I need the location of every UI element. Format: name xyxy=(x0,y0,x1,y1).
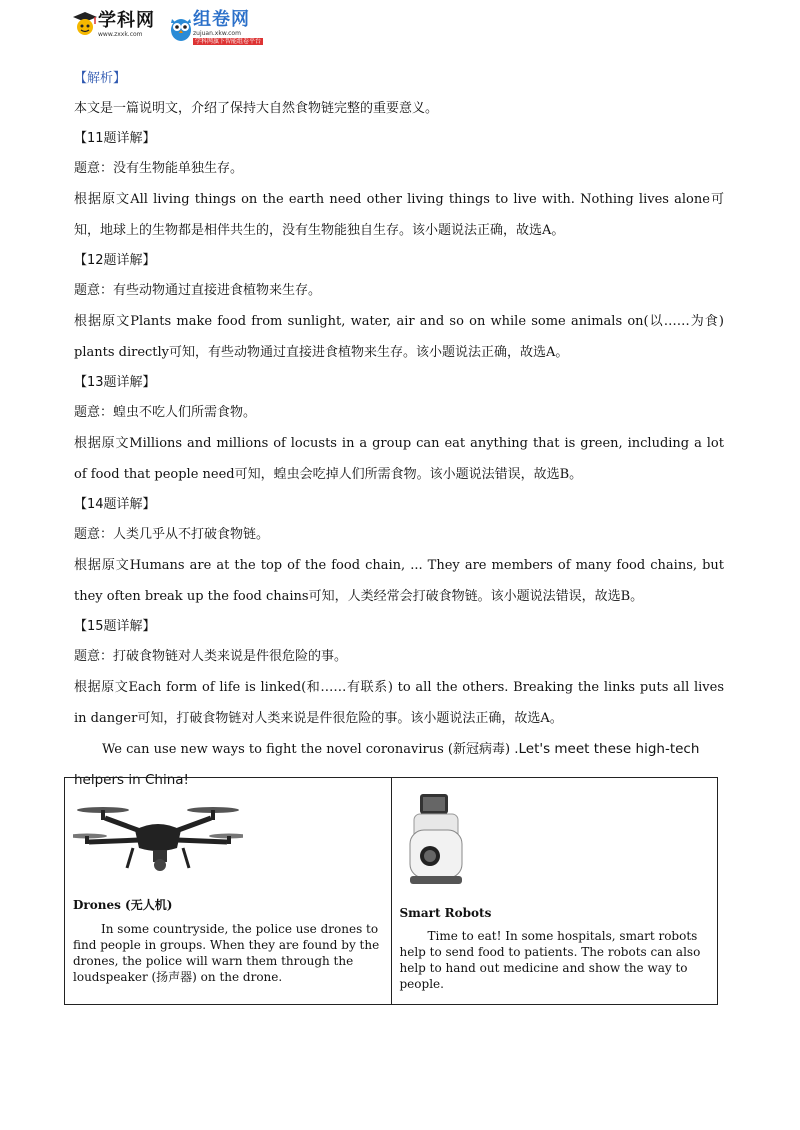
brand2-tag: 学科网旗下智能组卷平台 xyxy=(195,38,262,45)
question-heading: 【11题详解】 xyxy=(74,131,156,146)
drone-card xyxy=(65,778,392,1005)
question-meaning: 题意：打破食物链对人类来说是件很危险的事。 xyxy=(74,649,348,664)
card-body: Time to eat! In some hospitals, smart robots help to send food to patients. The robots can also help to hand out medicine and show the way to people. xyxy=(399,929,701,991)
brand2-url: zujuan.xkw.com xyxy=(193,30,241,37)
helpers-table xyxy=(64,777,718,1005)
question-heading: 【14题详解】 xyxy=(74,497,156,512)
answer-analysis xyxy=(74,64,724,796)
question-meaning: 题意：有些动物通过直接进食植物来生存。 xyxy=(74,283,322,298)
question-meaning: 题意：蝗虫不吃人们所需食物。 xyxy=(74,405,257,420)
question-13 xyxy=(74,368,724,490)
zujuan-logo xyxy=(169,10,263,45)
graduate-mascot-icon xyxy=(72,10,98,38)
zxxk-logo xyxy=(72,10,155,38)
question-heading: 【12题详解】 xyxy=(74,253,156,268)
question-reasoning: 根据原文Plants make food from sunlight, water, air and so on while some animals on(以……为食) plants directly可知，有些动物通过直接进食植物来生存。该小题说法正确，故选A。 xyxy=(74,314,724,360)
question-meaning: 题意：没有生物能单独生存。 xyxy=(74,161,244,176)
brand2-name: 组卷网 xyxy=(193,9,250,30)
question-14 xyxy=(74,490,724,612)
intro-part1: We can use new ways to fight the novel coronavirus (新冠病毒) xyxy=(102,742,515,757)
question-15 xyxy=(74,612,724,734)
question-heading: 【13题详解】 xyxy=(74,375,156,390)
robot-icon xyxy=(400,790,480,890)
header-logo xyxy=(72,10,277,45)
intro-part2: .Let's meet these high-tech helpers in China! xyxy=(74,741,700,788)
brand1-url: www.zxxk.com xyxy=(98,30,143,38)
card-title: Smart Robots xyxy=(399,906,492,920)
robot-image xyxy=(400,778,710,900)
card-title: Drones (无人机) xyxy=(73,898,173,912)
analysis-label: 【解析】 xyxy=(74,71,127,86)
question-11 xyxy=(74,124,724,246)
analysis-summary: 本文是一篇说明文，介绍了保持大自然食物链完整的重要意义。 xyxy=(74,101,439,116)
question-reasoning: 根据原文Each form of life is linked(和……有联系) to all the others. Breaking the links puts all lives in danger可知，打破食物链对人类来说是件很危险的事。该小题说法正确，故选A。 xyxy=(74,680,724,726)
drone-image xyxy=(73,778,383,890)
question-reasoning: 根据原文Millions and millions of locusts in a group can eat anything that is green, including a lot of food that people need可知，蝗虫会吃掉人们所需食物。该小题说法错误，故选B。 xyxy=(74,436,724,482)
brand1-name: 学科网 xyxy=(98,9,155,31)
question-meaning: 题意：人类几乎从不打破食物链。 xyxy=(74,527,270,542)
owl-mascot-icon xyxy=(169,14,193,42)
question-heading: 【15题详解】 xyxy=(74,619,156,634)
robot-card xyxy=(391,778,718,1005)
question-reasoning: 根据原文All living things on the earth need other living things to live with. Nothing lives alone可知，地球上的生物都是相伴共生的，没有生物能独自生存。该小题说法正确，故选A。 xyxy=(74,192,724,238)
question-reasoning: 根据原文Humans are at the top of the food chain, ... They are members of many food chains, but they often break up the food chains可知，人类经常会打破食物链。该小题说法错误，故选B。 xyxy=(74,558,724,604)
drone-icon xyxy=(73,790,243,880)
question-12 xyxy=(74,246,724,368)
card-body: In some countryside, the police use drones to find people in groups. When they are found by the drones, the police will warn them through the loudspeaker (扬声器) on the drone. xyxy=(73,922,380,984)
